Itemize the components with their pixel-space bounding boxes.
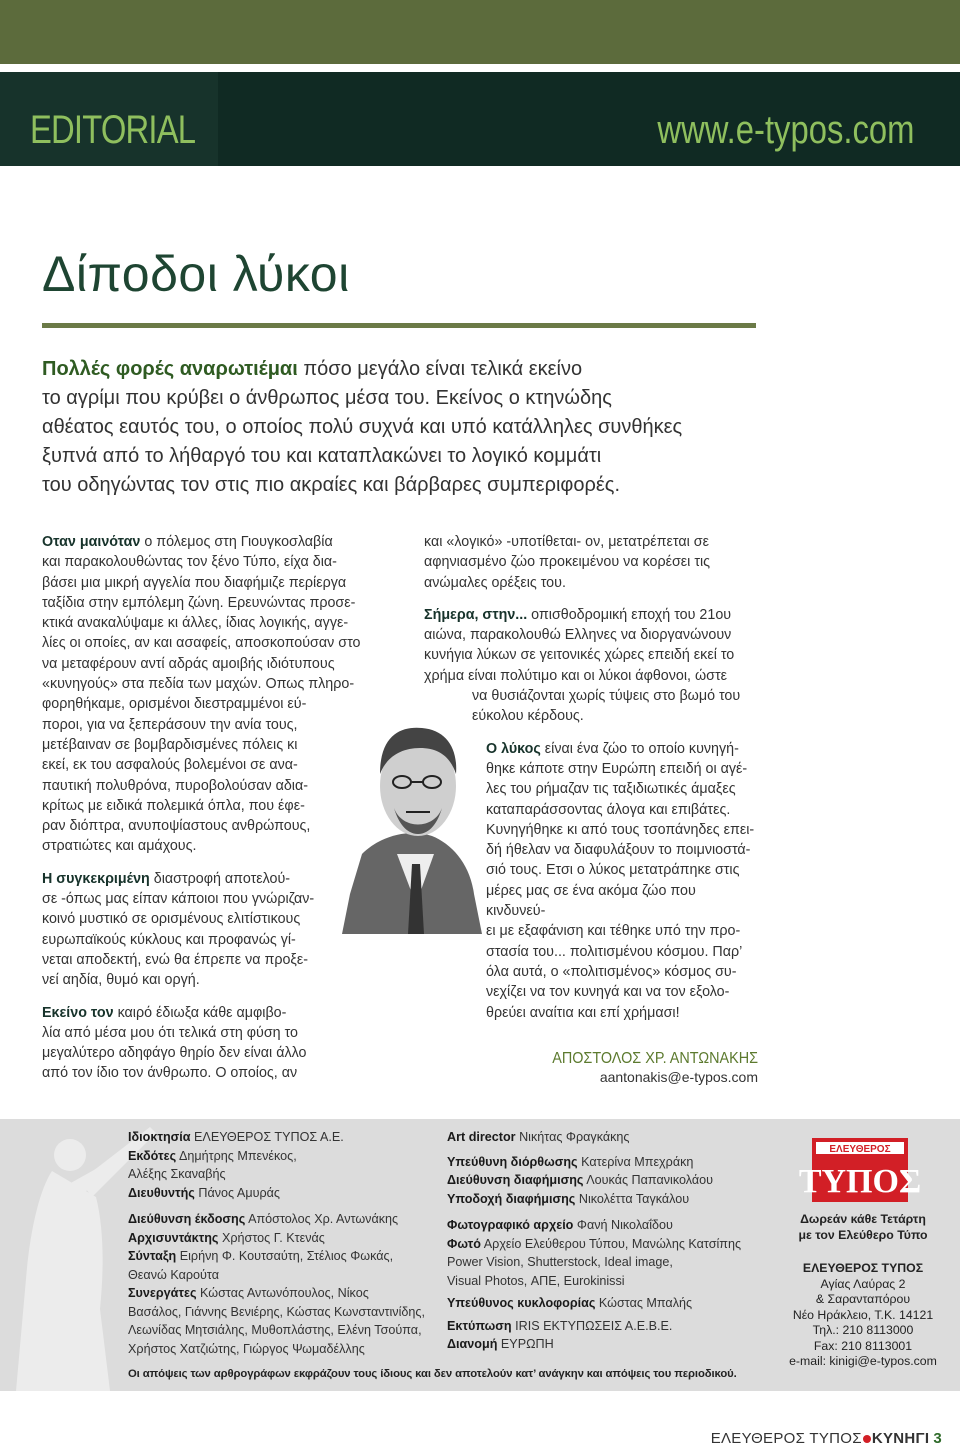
article-title: Δίποδοι λύκοι [42,246,350,302]
author-name: ΑΠΟΣΤΟΛΟΣ ΧΡ. ΑΝΤΩΝΑΚΗΣ [552,1050,758,1067]
lead-bold: Πολλές φορές αναρωτιέμαι [42,358,298,380]
author-portrait [342,704,490,934]
paragraph: Η συγκεκριμένη διαστροφή αποτελού- σε -όπως μας είπαν κάποιοι που γνώριζαν- κοινό μυστικό σε ορισμένους ελιτίστικους ευρωπαϊκούς κύκλους και προφανώς γί- νεται αποδεκτή, ενώ θα έπρεπε να προξε- νεί αηδία, θυμό και οργή. [42,870,315,989]
article-lead: Πολλές φορές αναρωτιέμαι πόσο μεγάλο είναι τελικά εκείνο το αγρίμι που κρύβει ο άνθρωπος μέσα του. Εκείνος ο κτηνώδης αθέατος εαυτός του, ο οποίος πολύ συχνά και υπό κατάλληλες συνθήκες ξυπνά από το λήθαργό του και καταπλακώνει το λογικό κομμάτι του οδηγώντας τον στις πιο ακραίες και βάρβαρες συμπεριφορές. [42,358,683,496]
disclaimer: Οι απόψεις των αρθρογράφων εκφράζουν τους ίδιους και δεν αποτελούν κατ’ ανάγκην και απόψεις του περιοδικού. [128,1368,737,1380]
title-rule [42,323,756,328]
author-email[interactable]: aantonakis@e-typos.com [599,1069,758,1085]
page-number: 3 [933,1430,942,1447]
svg-text:ΕΛΕΥΘΕΡΟΣ: ΕΛΕΥΘΕΡΟΣ [829,1144,891,1155]
svg-text:ΤΥΠΟΣ: ΤΥΠΟΣ [798,1163,922,1200]
company-name: ΕΛΕΥΘΕΡΟΣ ΤΥΠΟΣ [802,1261,924,1275]
masthead-column-2: Art director Νικήτας Φραγκάκης Υπεύθυνη διόρθωσης Κατερίνα Μπεχράκη Διεύθυνση διαφήμισης Λουκάς Παπανικολάου Υποδοχή διαφήμισης Νικολέττα Ταγκάλου Φωτογραφικό αρχείο Φανή Νικολαΐδου Φωτό Αρχείο Ελεύθερου Τύπου, Μανώλης Κατσίπης Power Vision, Shutterstock, Ideal image, Visual Photos, ΑΠΕ, Eurokinissi Υπεύθυνος κυκλοφορίας Κώστας Μπαλής Εκτύπωση IRIS ΕΚΤΥΠΩΣΕΙΣ Α.Ε.Β.Ε. Διανομή ΕΥΡΩΠΗ [447,1130,742,1351]
contact-email[interactable]: e-mail: kinigi@e-typos.com [789,1354,937,1368]
top-color-bar [0,0,960,64]
masthead-contact: Δωρεάν κάθε Τετάρτη με τον Ελεύθερο Τύπο ΕΛΕΥΘΕΡΟΣ ΤΥΠΟΣ Αγίας Λαύρας 2 & Σαρανταπόρου Νέο Ηράκλειο, Τ.Κ. 14121 Τηλ.: 210 8113000 Fax: 210 8113001 e-mail: kinigi@e-typos.com [780,1212,946,1370]
article-column-1 [42,532,376,1096]
paragraph: Ο λύκος είναι ένα ζώο το οποίο κυνηγή- θηκε κάποτε στην Ευρώπη επειδή οι αγέ- λες του ρήμαζαν τις ταξιδιωτικές άμαξες καταπαράσσοντας άλογα και επιβάτες. Κυνηγήθηκε κι από τους τσοπάνηδες επει- δή ήθελαν να διαφυλάξουν το ποιμνιοστά- σιό τους. Ετσι ο λύκος μετατράπηκε στις μέρες μας σε ένα ακόμα ζώο που κινδυνεύ- ει με εξαφάνιση και τέθηκε υπό την προ- στασία του... πολιτισμένου κόσμου. Παρ’ όλα αυτά, ο «πολιτισμένος» κόσμος συ- νεχίζει να τον κυνηγά και να τον εξολο- θρεύει αναίτια και επί χρήμασι! [486,740,755,1021]
masthead-column-1: Ιδιοκτησία ΕΛΕΥΘΕΡΟΣ ΤΥΠΟΣ Α.Ε. Εκδότες Δημήτρης Μπενέκος, Αλέξης Σκαναβής Διευθυντής Πάνος Αμυράς Διεύθυνση έκδοσης Απόστολος Χρ. Αντωνάκης Αρχισυντάκτης Χρήστος Γ. Κτενάς Σύνταξη Ειρήνη Φ. Κουτσαύτη, Στέλιος Φωκάς, Θεανώ Καρούτα Συνεργάτες Κώστας Αντωνόπουλος, Νίκος Βασάλος, Γιάννης Βενιέρης, Κώστας Κωνσταντινίδης, Λεωνίδας Μητσιάλης, Μυθοπλάστης, Ελένη Τσούπα, Χρήστος Χατζιώτης, Γιώργος Ψωμαδέλλης [128,1130,425,1356]
free-line-2: με τον Ελεύθερο Τύπο [798,1227,928,1242]
site-url[interactable]: www.e-typos.com [656,108,914,152]
paragraph: Οταν μαινόταν ο πόλεμος στη Γιουγκοσλαβία και παρακολουθώντας τον ξένο Τύπο, είχα δια- βάσει μια μικρή αγγελία που διαφήμιζε περίεργα ταξίδια στην εμπόλεμη ζώνη. Ερευνώντας προσε- κτικά ανακαλύψαμε κι άλλες, ίδιας λογικής, αγγε- λίες οι οποίες, αν και ασαφείς, αποσκοπούσαν στο να μεταφέρουν αντί αδράς αμοιβής ιδιότυπους «κυνηγούς» στα πεδία των μαχών. Οπως πληρο- φορηθήκαμε, ορισμένοι διεστραμμένοι εύ- ποροι, για να ξεπεράσουν την ανία τους, μετέβαιναν σε βομβαρδισμένες πόλεις κι εκεί, εκ του ασφαλούς βολεμένοι σε ανα- παυτική πολυθρόνα, πυροβολούσαν αδια- κρίτως με ειδικά πολεμικά όπλα, που έφε- ραν διόπτρα, ανυποψίαστους ανθρώπους, στρατιώτες και αμάχους. [42,534,361,855]
paragraph: και «λογικό» -υποτίθεται- ον, μετατρέπεται σε αφηνιασμένο ζώο προκειμένου να κορέσει τις ανώμαλες ορέξεις του. [424,534,711,591]
paragraph: Εκείνο τον καιρό έδιωξα κάθε αμφιβο- λία από μέσα μου ότι τελικά στη φύση το μεγαλύτερο αδηφάγο θηρίο δεν είναι άλλο από τον ίδιο τον άνθρωπο. Ο οποίος, αν [42,1004,307,1082]
red-dot-icon [863,1435,871,1443]
page-footer: ΕΛΕΥΘΕΡΟΣ ΤΥΠΟΣ ΚΥΝΗΓΙ 3 [710,1430,942,1447]
section-label: EDITORIAL [30,108,196,152]
paragraph: Σήμερα, στην... οπισθοδρομική εποχή του 21ου αιώνα, παρακολουθώ Ελληνες να διοργανώνουν κυνήγια λύκων σε γειτονικές χώρες επειδή εκεί το χρήμα είναι πολύτιμο και οι λύκοι άφθονοι, ώστε να θυσιάζονται χωρίς τύψεις στο βωμό του εύκολου κέρδους. [424,606,741,725]
etypos-logo [798,1138,922,1202]
free-line-1: Δωρεάν κάθε Τετάρτη [800,1212,926,1226]
